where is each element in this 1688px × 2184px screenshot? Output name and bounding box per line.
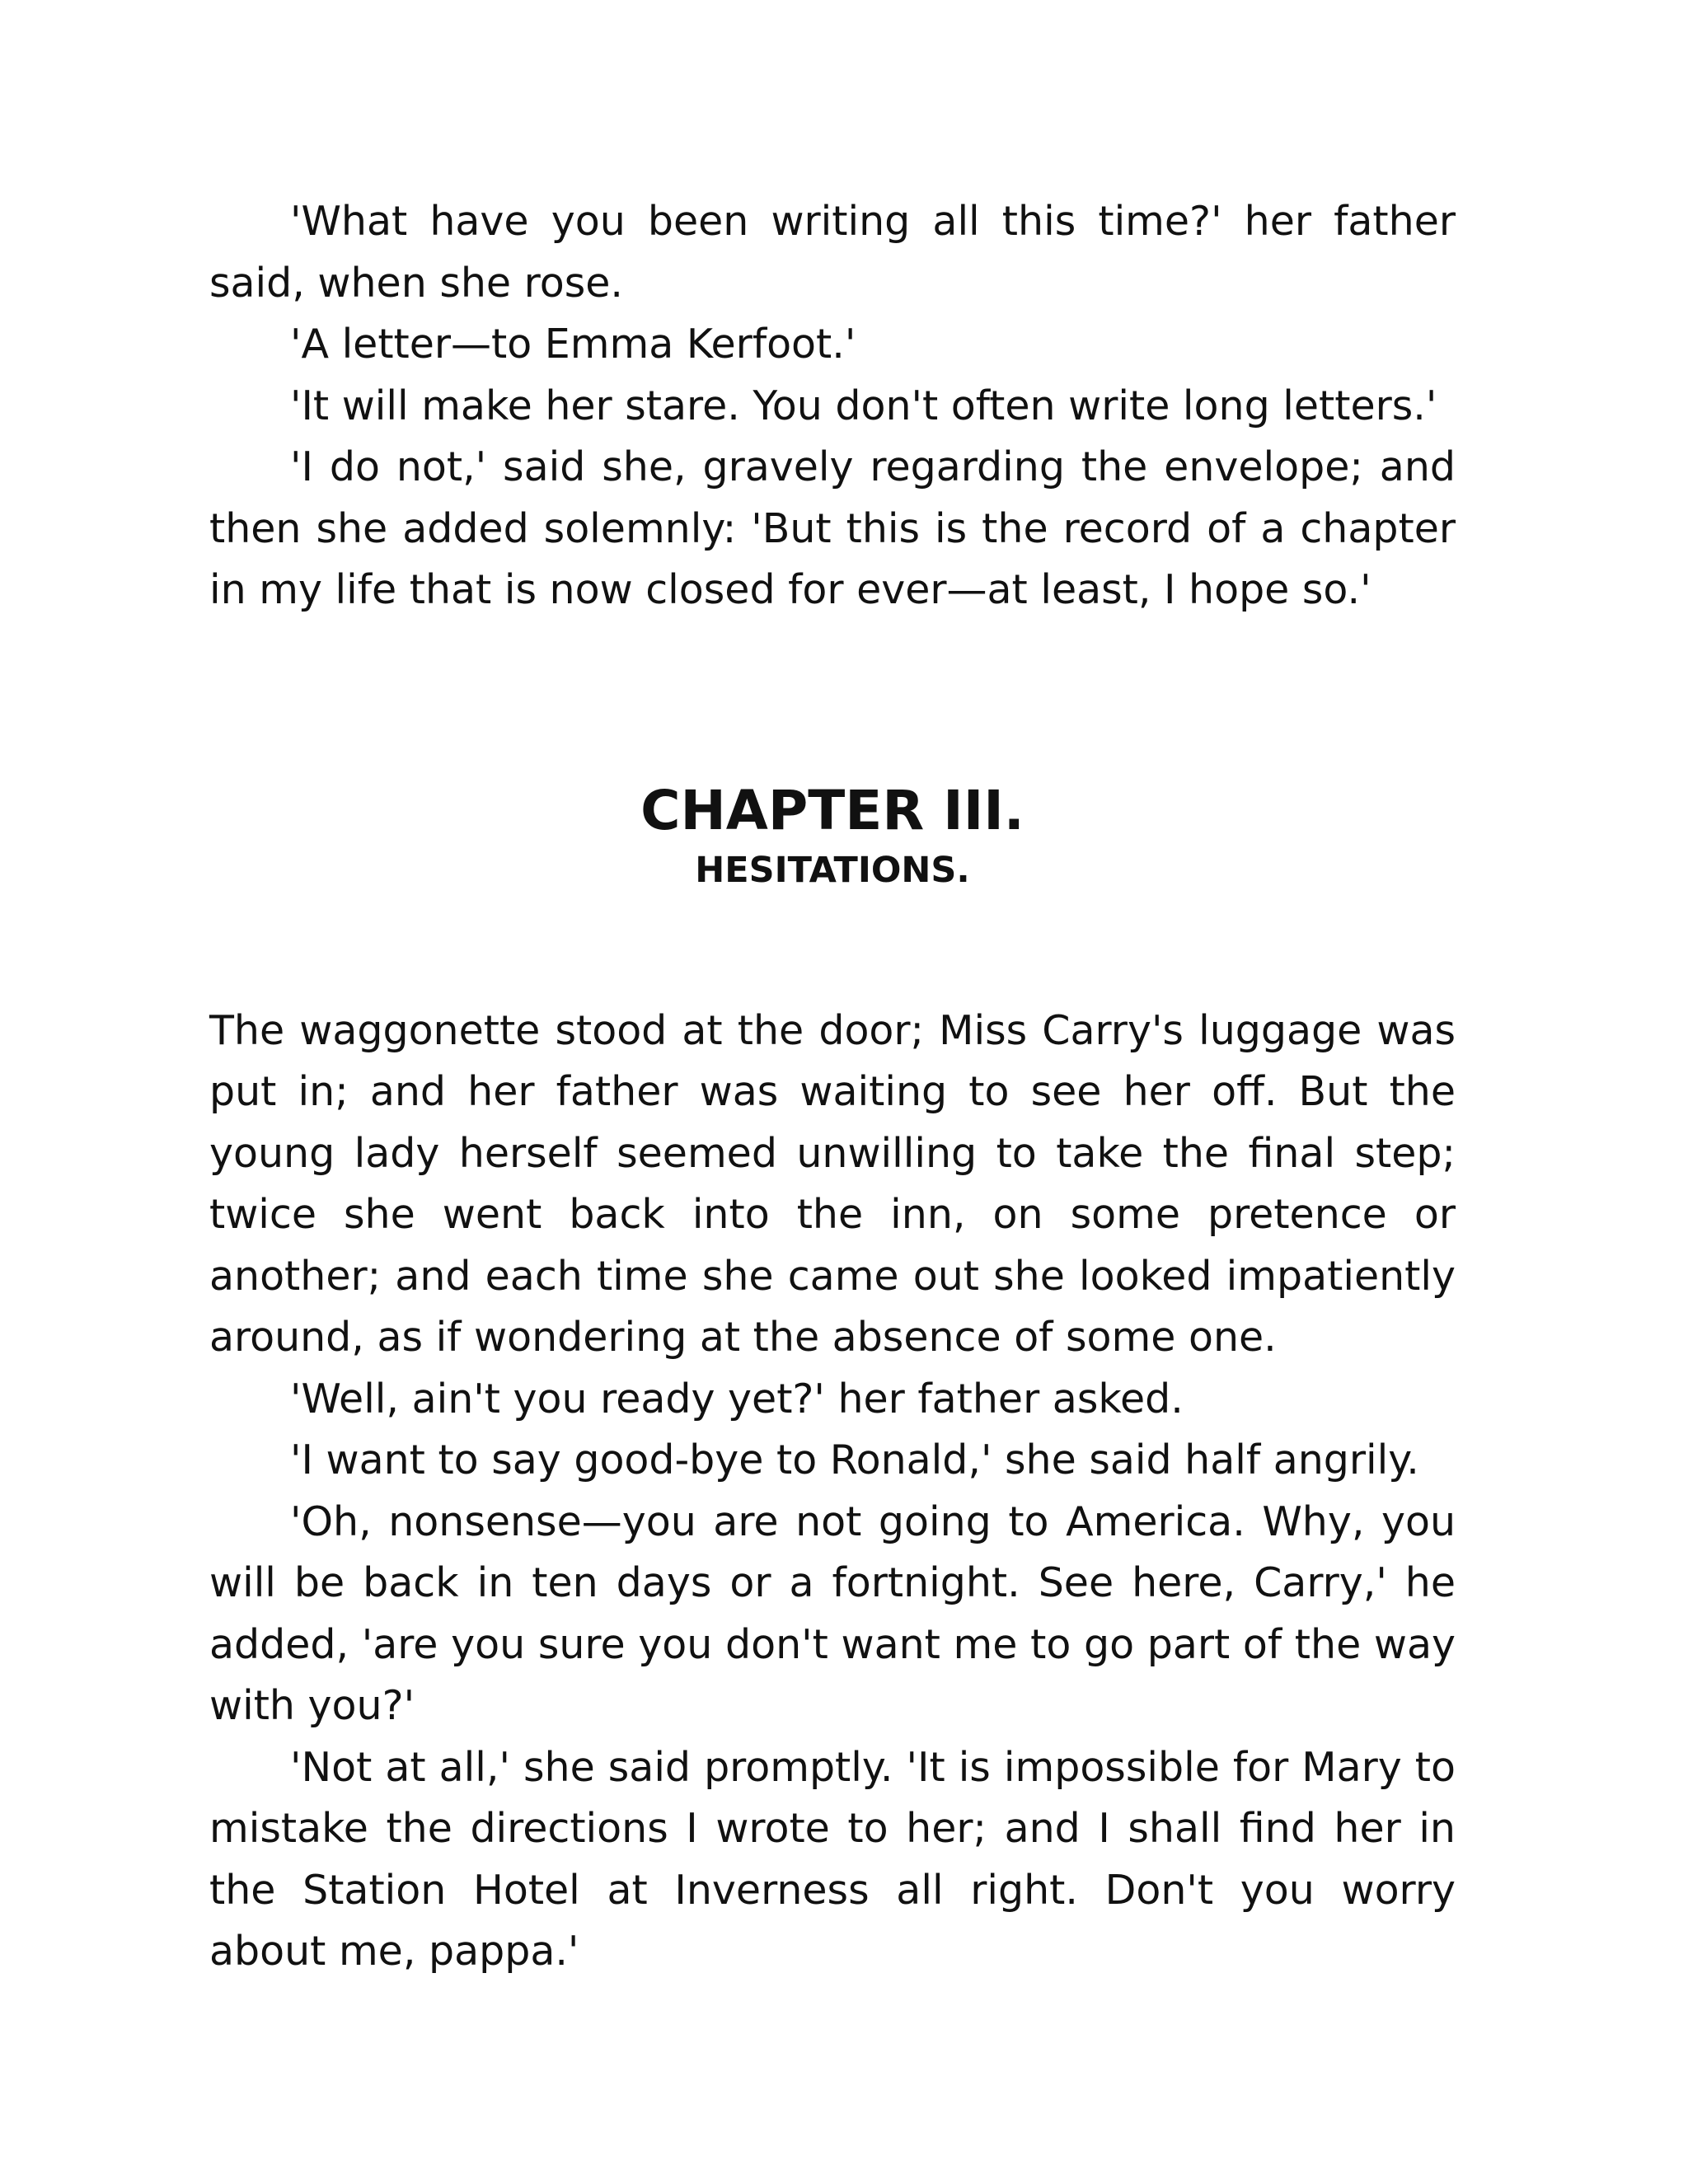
paragraph: 'What have you been writing all this time?' her father said, when she rose. (209, 198, 1456, 307)
chapter-body (209, 1001, 1456, 1983)
paragraph: 'I do not,' said she, gravely regarding the envelope; and then she added solemnly: 'But this is the record of a chapter in my life that is now closed for ever—at least, I hope so.' (209, 443, 1456, 613)
chapter-subtitle: HESITATIONS. (695, 849, 970, 891)
chapter-heading (209, 776, 1456, 895)
paragraph: 'A letter—to Emma Kerfoot.' (290, 321, 856, 368)
paragraph: 'I want to say good-bye to Ronald,' she said half angrily. (290, 1436, 1419, 1483)
chapter-title: CHAPTER III. (640, 778, 1025, 842)
paragraph: 'Well, ain't you ready yet?' her father asked. (290, 1375, 1184, 1422)
paragraph: 'It will make her stare. You don't often write long letters.' (290, 382, 1437, 429)
previous-chapter-ending (209, 191, 1456, 621)
opening-paragraph: The waggonette stood at the door; Miss Carry's luggage was put in; and her father was waiting to see her off. But the young lady herself seemed unwilling to take the final step; twice she went back into the inn, on some pretence or another; and each time she came out she looked impatiently around, as if wondering at the absence of some one. (209, 1006, 1456, 1361)
paragraph: 'Oh, nonsense—you are not going to America. Why, you will be back in ten days or a fortnight. See here, Carry,' he added, 'are you sure you don't want me to go part of the way with you?' (209, 1497, 1456, 1729)
book-page (209, 191, 1456, 1983)
paragraph: 'Not at all,' she said promptly. 'It is impossible for Mary to mistake the directions I wrote to her; and I shall find her in the Station Hotel at Inverness all right. Don't you worry about me, pappa.' (209, 1743, 1456, 1975)
